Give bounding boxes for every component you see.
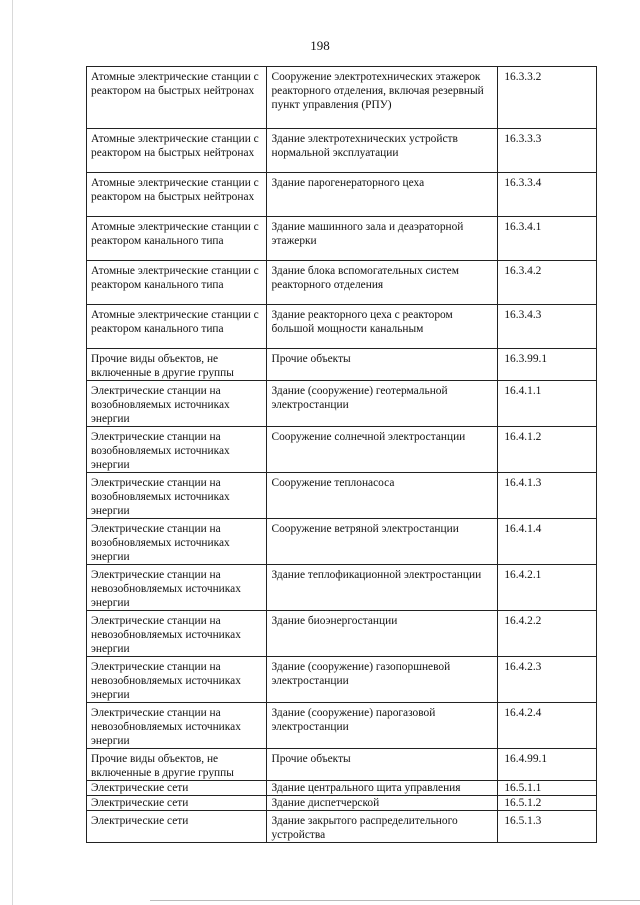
- table-row: [87, 611, 597, 657]
- cell-code: 16.5.1.2: [498, 796, 597, 811]
- cell-object-name: Здание (сооружение) парогазовой электростанции: [267, 703, 498, 749]
- table-body: [87, 67, 597, 843]
- cell-object-type: Электрические сети: [87, 811, 267, 843]
- cell-object-type: Атомные электрические станции с реактором канального типа: [87, 217, 267, 261]
- cell-object-type: Атомные электрические станции с реактором на быстрых нейтронах: [87, 173, 267, 217]
- scan-edge: [150, 900, 640, 901]
- cell-code: 16.4.99.1: [498, 749, 597, 781]
- classification-table: [86, 66, 597, 843]
- cell-object-type: Электрические станции на возобновляемых источниках энергии: [87, 427, 267, 473]
- table-row: [87, 781, 597, 796]
- cell-code: 16.3.99.1: [498, 349, 597, 381]
- cell-code: 16.3.4.3: [498, 305, 597, 349]
- table-row: [87, 473, 597, 519]
- cell-code: 16.5.1.3: [498, 811, 597, 843]
- cell-object-name: Сооружение солнечной электростанции: [267, 427, 498, 473]
- cell-object-name: Здание (сооружение) геотермальной электростанции: [267, 381, 498, 427]
- cell-object-type: Электрические станции на возобновляемых источниках энергии: [87, 473, 267, 519]
- cell-object-name: Здание блока вспомогательных систем реакторного отделения: [267, 261, 498, 305]
- table-row: [87, 519, 597, 565]
- page-number: 198: [310, 38, 330, 53]
- cell-code: 16.4.1.3: [498, 473, 597, 519]
- cell-code: 16.3.3.3: [498, 129, 597, 173]
- cell-code: 16.3.4.2: [498, 261, 597, 305]
- cell-object-name: Здание диспетчерской: [267, 796, 498, 811]
- table-row: [87, 657, 597, 703]
- table-row: [87, 217, 597, 261]
- table-row: [87, 796, 597, 811]
- cell-object-name: Здание парогенераторного цеха: [267, 173, 498, 217]
- cell-object-type: Электрические станции на невозобновляемых источниках энергии: [87, 703, 267, 749]
- cell-object-name: Здание теплофикационной электростанции: [267, 565, 498, 611]
- cell-object-type: Электрические станции на возобновляемых источниках энергии: [87, 519, 267, 565]
- cell-object-name: Прочие объекты: [267, 749, 498, 781]
- cell-object-type: Атомные электрические станции с реактором канального типа: [87, 305, 267, 349]
- cell-object-type: Атомные электрические станции с реактором канального типа: [87, 261, 267, 305]
- table-row: [87, 811, 597, 843]
- table-row: [87, 381, 597, 427]
- cell-code: 16.4.2.1: [498, 565, 597, 611]
- cell-object-name: Прочие объекты: [267, 349, 498, 381]
- cell-object-type: Электрические сети: [87, 781, 267, 796]
- cell-object-name: Здание биоэнергостанции: [267, 611, 498, 657]
- table-row: [87, 349, 597, 381]
- cell-object-type: Электрические станции на невозобновляемых источниках энергии: [87, 565, 267, 611]
- cell-object-type: Прочие виды объектов, не включенные в другие группы: [87, 349, 267, 381]
- cell-object-type: Электрические сети: [87, 796, 267, 811]
- table-row: [87, 703, 597, 749]
- table-row: [87, 173, 597, 217]
- cell-code: 16.4.1.4: [498, 519, 597, 565]
- table-row: [87, 305, 597, 349]
- cell-object-type: Электрические станции на невозобновляемых источниках энергии: [87, 611, 267, 657]
- cell-object-type: Атомные электрические станции с реактором на быстрых нейтронах: [87, 67, 267, 129]
- cell-code: 16.4.2.4: [498, 703, 597, 749]
- cell-object-type: Электрические станции на возобновляемых источниках энергии: [87, 381, 267, 427]
- cell-code: 16.4.1.2: [498, 427, 597, 473]
- cell-code: 16.3.4.1: [498, 217, 597, 261]
- cell-object-name: Здание закрытого распределительного устройства: [267, 811, 498, 843]
- cell-object-type: Прочие виды объектов, не включенные в другие группы: [87, 749, 267, 781]
- cell-object-name: Здание (сооружение) газопоршневой электростанции: [267, 657, 498, 703]
- table-row: [87, 749, 597, 781]
- cell-code: 16.4.2.2: [498, 611, 597, 657]
- cell-object-name: Здание машинного зала и деаэраторной этажерки: [267, 217, 498, 261]
- table-row: [87, 427, 597, 473]
- cell-object-name: Сооружение теплонасоса: [267, 473, 498, 519]
- cell-code: 16.3.3.2: [498, 67, 597, 129]
- cell-code: 16.5.1.1: [498, 781, 597, 796]
- table-row: [87, 565, 597, 611]
- cell-object-name: Здание электротехнических устройств нормальной эксплуатации: [267, 129, 498, 173]
- table-row: [87, 67, 597, 129]
- cell-object-type: Атомные электрические станции с реактором на быстрых нейтронах: [87, 129, 267, 173]
- cell-code: 16.3.3.4: [498, 173, 597, 217]
- cell-object-name: Здание реакторного цеха с реактором большой мощности канальным: [267, 305, 498, 349]
- scan-edge: [12, 0, 13, 905]
- cell-code: 16.4.2.3: [498, 657, 597, 703]
- table-row: [87, 129, 597, 173]
- cell-object-name: Сооружение электротехнических этажерок реакторного отделения, включая резервный пункт управления (РПУ): [267, 67, 498, 129]
- cell-code: 16.4.1.1: [498, 381, 597, 427]
- cell-object-name: Здание центрального щита управления: [267, 781, 498, 796]
- table-row: [87, 261, 597, 305]
- cell-object-type: Электрические станции на невозобновляемых источниках энергии: [87, 657, 267, 703]
- cell-object-name: Сооружение ветряной электростанции: [267, 519, 498, 565]
